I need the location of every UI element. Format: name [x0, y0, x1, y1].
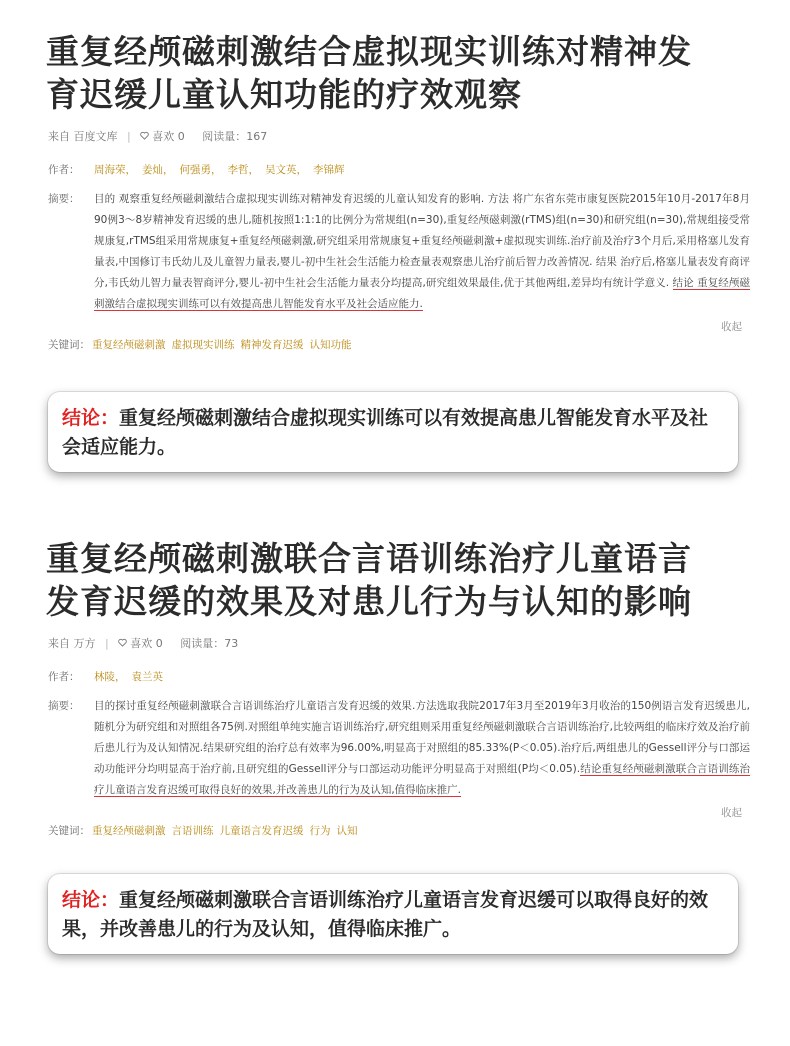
keywords-list	[92, 822, 364, 840]
abstract-row	[48, 696, 750, 801]
keyword-link[interactable]: 重复经颅磁刺激	[92, 825, 166, 837]
conclusion-label: 结论：	[62, 407, 120, 429]
conclusion-text: 重复经颅磁刺激结合虚拟现实训练可以有效提高患儿智能发育水平及社会适应能力。	[62, 407, 709, 458]
collapse-link[interactable]: 收起	[721, 807, 742, 819]
article-meta	[48, 128, 790, 146]
keyword-link[interactable]: 精神发育迟缓	[240, 339, 304, 351]
title-line: 发育迟缓的效果及对患儿行为与认知的影响	[46, 582, 692, 621]
keyword-link[interactable]: 虚拟现实训练	[171, 339, 235, 351]
like-button[interactable]	[140, 130, 188, 143]
divider: |	[127, 130, 131, 143]
collapse-link[interactable]: 收起	[721, 321, 742, 333]
authors-label: 作者：	[48, 164, 80, 176]
keyword-link[interactable]: 言语训练	[171, 825, 214, 837]
keyword-link[interactable]: 儿童语言发育迟缓	[219, 825, 304, 837]
title-line: 育迟缓儿童认知功能的疗效观察	[46, 75, 522, 114]
abstract-conclusion-highlight: 结论重复经颅磁刺激联合言语训练治疗儿童语言发育迟缓可取得良好的效果,并改善患儿的行为及认知,值得临床推广.	[94, 763, 750, 796]
title-line: 重复经颅磁刺激联合言语训练治疗儿童语言	[46, 539, 692, 578]
abstract-text	[94, 696, 750, 801]
conclusion-callout	[48, 874, 738, 954]
keywords-list	[92, 336, 358, 354]
author-link[interactable]: 李哲，	[227, 164, 259, 176]
author-link[interactable]: 周海荣，	[94, 164, 136, 176]
keywords-row	[48, 336, 750, 354]
keywords-row	[48, 822, 750, 840]
like-count: 喜欢 0	[152, 130, 185, 143]
authors-list	[94, 160, 351, 181]
author-link[interactable]: 林陵，	[94, 671, 126, 683]
article-2	[0, 537, 790, 840]
keyword-link[interactable]: 重复经颅磁刺激	[92, 339, 166, 351]
article-1	[0, 30, 790, 354]
article-title	[46, 537, 756, 623]
source-text: 来自 万方	[48, 637, 96, 650]
article-meta	[48, 635, 790, 653]
keyword-link[interactable]: 认知	[336, 825, 358, 837]
heart-icon	[140, 131, 149, 140]
abstract-row	[48, 189, 750, 315]
divider: |	[105, 637, 109, 650]
abstract-label: 摘要：	[48, 700, 80, 712]
authors-label: 作者：	[48, 671, 80, 683]
article-title	[46, 30, 756, 116]
conclusion-text: 重复经颅磁刺激联合言语训练治疗儿童语言发育迟缓可以取得良好的效果，并改善患儿的行为及认知，值得临床推广。	[62, 889, 709, 940]
keyword-link[interactable]: 认知功能	[309, 339, 352, 351]
keyword-link[interactable]: 行为	[309, 825, 331, 837]
article-info	[48, 667, 750, 840]
abstract-text	[94, 189, 750, 315]
authors-row	[48, 160, 750, 181]
author-link[interactable]: 袁兰英	[131, 671, 163, 683]
author-link[interactable]: 吴文英，	[265, 164, 307, 176]
like-button[interactable]	[118, 637, 166, 650]
author-link[interactable]: 姜灿，	[142, 164, 174, 176]
article-info	[48, 160, 750, 354]
authors-row	[48, 667, 750, 688]
conclusion-callout	[48, 392, 738, 472]
keywords-label: 关键词：	[48, 339, 90, 351]
abstract-conclusion-highlight: 结论 重复经颅磁刺激结合虚拟现实训练可以有效提高患儿智能发育水平及社会适应能力.	[94, 277, 750, 310]
conclusion-label: 结论：	[62, 889, 120, 911]
abstract-label: 摘要：	[48, 193, 80, 205]
read-count: 阅读量：73	[180, 637, 239, 650]
keywords-label: 关键词：	[48, 825, 90, 837]
abstract-body: 目的探讨重复经颅磁刺激联合言语训练治疗儿童语言发育迟缓的效果.方法选取我院2017年3月至2019年3月收治的150例语言发育迟缓患儿,随机分为研究组和对照组各75例.对照组单纯实施言语训练治疗,研究组则采用重复经颅磁刺激联合言语训练治疗,比较两组的临床疗效及治疗前后患儿行为及认知情况.结果研究组的治疗总有效率为96.00%,明显高于对照组的85.33%(P＜0.05).治疗后,两组患儿的Gessell评分与口部运动功能评分均明显高于治疗前,且研究组的Gessell评分与口部运动功能评分明显高于对照组(P均＜0.05).	[94, 700, 750, 775]
author-link[interactable]: 何强勇，	[179, 164, 222, 176]
source-text: 来自 百度文库	[48, 130, 118, 143]
like-count: 喜欢 0	[130, 637, 163, 650]
author-link[interactable]: 李锦辉	[313, 164, 345, 176]
authors-list	[94, 667, 169, 688]
title-line: 重复经颅磁刺激结合虚拟现实训练对精神发	[46, 32, 692, 71]
read-count: 阅读量：167	[202, 130, 268, 143]
heart-icon	[118, 638, 127, 647]
abstract-body: 目的 观察重复经颅磁刺激结合虚拟现实训练对精神发育迟缓的儿童认知发育的影响. 方法 将广东省东莞市康复医院2015年10月-2017年8月90例3～8岁精神发育迟缓的患儿,随机按照1:1:1的比例分为常规组(n=30),重复经颅磁刺激(rTMS)组(n=30)和研究组(n=30),常规组接受常规康复,rTMS组采用常规康复+重复经颅磁刺激,研究组采用常规康复+重复经颅磁刺激+虚拟现实训练.治疗前及治疗3个月后,采用格塞儿发育量表,中国修订韦氏幼儿及儿童智力量表,婴儿-初中生社会生活能力检查量表观察患儿治疗前后智力改善情况. 结果 治疗后,格塞儿量表发育商评分,韦氏幼儿智力量表智商评分,婴儿-初中生社会生活能力量表分均提高,研究组效果最佳,优于其他两组,差异均有统计学意义.	[94, 193, 750, 289]
